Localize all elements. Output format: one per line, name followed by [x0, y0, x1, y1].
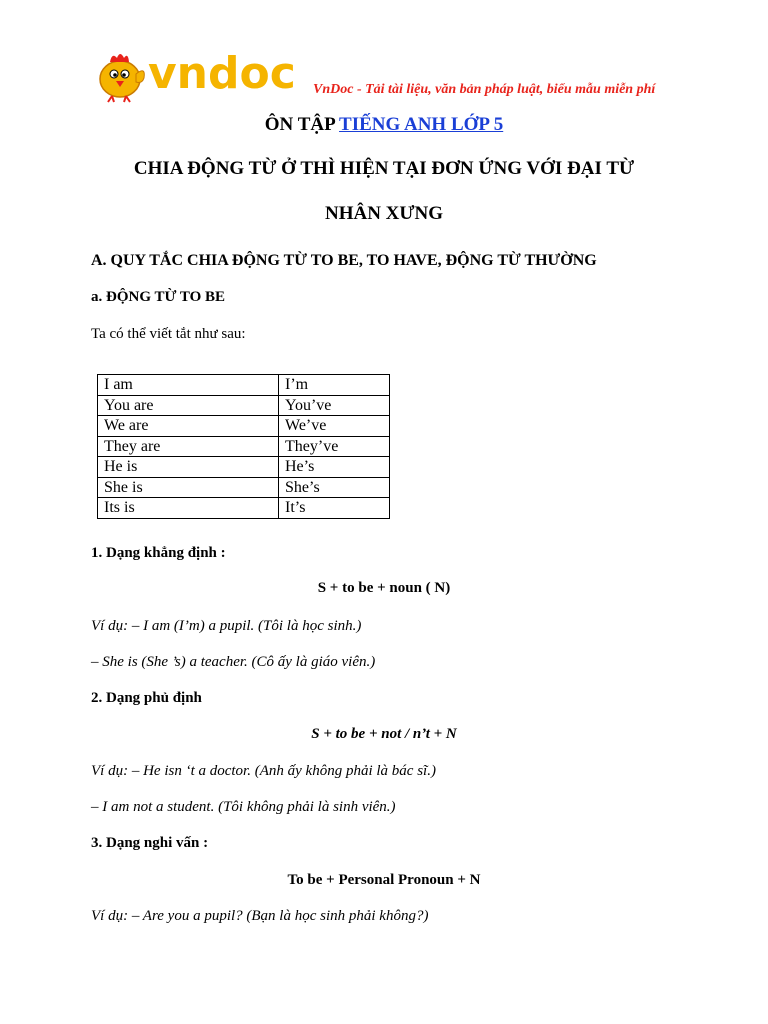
table-row [98, 436, 390, 457]
negative-formula: S + to be + not / n’t + N [311, 726, 457, 742]
table-row [98, 395, 390, 416]
table-cell-full: She is [98, 477, 279, 498]
site-tagline[interactable]: VnDoc - Tải tài liệu, văn bản pháp luật, biểu mẫu miễn phí [313, 82, 656, 97]
affirmative-example-1: Ví dụ: – I am (I’m) a pupil. (Tôi là học sinh.) [91, 618, 362, 634]
table-row [98, 477, 390, 498]
table-cell-short: You’ve [279, 395, 390, 416]
table-cell-full: Its is [98, 498, 279, 519]
question-formula: To be + Personal Pronoun + N [287, 872, 481, 888]
table-row [98, 498, 390, 519]
table-cell-full: You are [98, 395, 279, 416]
table-row [98, 375, 390, 396]
question-example-1: Ví dụ: – Are you a pupil? (Bạn là học sinh phải không?) [91, 908, 429, 924]
contraction-table [97, 374, 390, 519]
table-cell-full: We are [98, 416, 279, 437]
table-cell-short: I’m [279, 375, 390, 396]
title-prefix: ÔN TẬP [264, 114, 340, 135]
abbreviation-intro: Ta có thể viết tắt như sau: [91, 326, 246, 342]
table-cell-full: He is [98, 457, 279, 478]
vndoc-logo[interactable] [92, 44, 307, 104]
question-heading: 3. Dạng nghi vấn : [91, 835, 209, 851]
section-a-heading: A. QUY TẮC CHIA ĐỘNG TỪ TO BE, TO HAVE, ĐỘNG TỪ THƯỜNG [91, 252, 597, 269]
affirmative-example-2: – She is (She ’s) a teacher. (Cô ấy là giáo viên.) [91, 654, 376, 670]
to-be-heading: a. ĐỘNG TỪ TO BE [91, 289, 226, 305]
table-cell-short: We’ve [279, 416, 390, 437]
table-cell-full: They are [98, 436, 279, 457]
table-cell-short: He’s [279, 457, 390, 478]
table-cell-full: I am [98, 375, 279, 396]
chicken-mascot-icon [92, 44, 307, 104]
negative-example-1: Ví dụ: – He isn ‘t a doctor. (Anh ấy không phải là bác sĩ.) [91, 763, 436, 779]
table-cell-short: She’s [279, 477, 390, 498]
page-subtitle-line1: CHIA ĐỘNG TỪ Ở THÌ HIỆN TẠI ĐƠN ỨNG VỚI ĐẠI TỪ [133, 158, 635, 179]
table-cell-short: It’s [279, 498, 390, 519]
logo-text: vndoc [148, 48, 296, 99]
affirmative-heading: 1. Dạng khẳng định : [91, 545, 226, 561]
negative-example-2: – I am not a student. (Tôi không phải là sinh viên.) [91, 799, 396, 815]
page-title [0, 114, 768, 136]
affirmative-formula: S + to be + noun ( N) [317, 580, 451, 596]
negative-heading: 2. Dạng phủ định [91, 690, 202, 706]
table-row [98, 457, 390, 478]
page-subtitle-line2: NHÂN XƯNG [324, 203, 444, 224]
title-link[interactable]: TIẾNG ANH LỚP 5 [339, 114, 504, 135]
table-cell-short: They’ve [279, 436, 390, 457]
table-row [98, 416, 390, 437]
